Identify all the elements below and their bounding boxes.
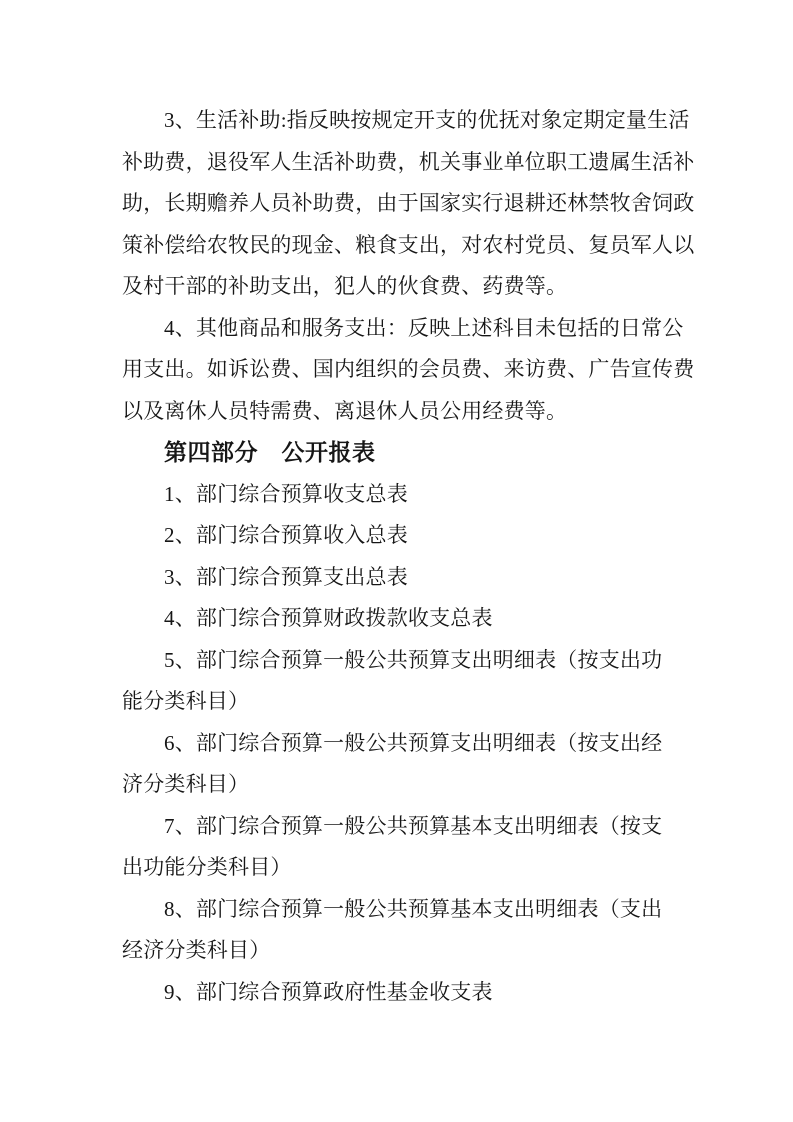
page-content [122, 100, 695, 1013]
list-item-continuation: 出功能分类科目） [122, 855, 292, 879]
paragraph-other-goods-and-services [122, 308, 695, 433]
text-line: 用支出。如诉讼费、国内组织的会员费、来访费、广告宣传费 [122, 357, 695, 381]
section-heading: 第四部分 公开报表 [164, 439, 376, 465]
text-line: 4、其他商品和服务支出：反映上述科目未包括的日常公 [164, 315, 684, 340]
list-item-continuation: 经济分类科目） [122, 938, 271, 962]
list-item: 3、部门综合预算支出总表 [164, 564, 408, 589]
list-item: 2、部门综合预算收入总表 [164, 523, 408, 547]
list-item-continuation: 济分类科目） [122, 772, 250, 796]
list-item: 6、部门综合预算一般公共预算支出明细表（按支出经 [164, 730, 663, 755]
list-item: 1、部门综合预算收支总表 [164, 481, 408, 506]
list-item: 8、部门综合预算一般公共预算基本支出明细表（支出 [164, 896, 663, 921]
paragraph-living-subsidy [122, 100, 695, 308]
text-line: 以及离休人员特需费、离退休人员公用经费等。 [122, 398, 568, 423]
list-item: 7、部门综合预算一般公共预算基本支出明细表（按支 [164, 813, 663, 838]
text-line: 及村干部的补助支出，犯人的伙食费、药费等。 [122, 274, 568, 298]
list-item-continuation: 能分类科目） [122, 689, 250, 713]
list-item: 9、部门综合预算政府性基金收支表 [164, 979, 493, 1004]
text-line: 助，长期赡养人员补助费，由于国家实行退耕还林禁牧舍饲政 [122, 191, 695, 215]
text-line: 补助费，退役军人生活补助费，机关事业单位职工遗属生活补 [122, 149, 695, 174]
list-item: 4、部门综合预算财政拨款收支总表 [164, 606, 493, 630]
text-line: 3、生活补助:指反映按规定开支的优抚对象定期定量生活 [164, 108, 690, 132]
list-item: 5、部门综合预算一般公共预算支出明细表（按支出功 [164, 647, 663, 672]
text-line: 策补偿给农牧民的现金、粮食支出，对农村党员、复员军人以 [122, 232, 695, 257]
report-table-list [122, 474, 690, 1014]
